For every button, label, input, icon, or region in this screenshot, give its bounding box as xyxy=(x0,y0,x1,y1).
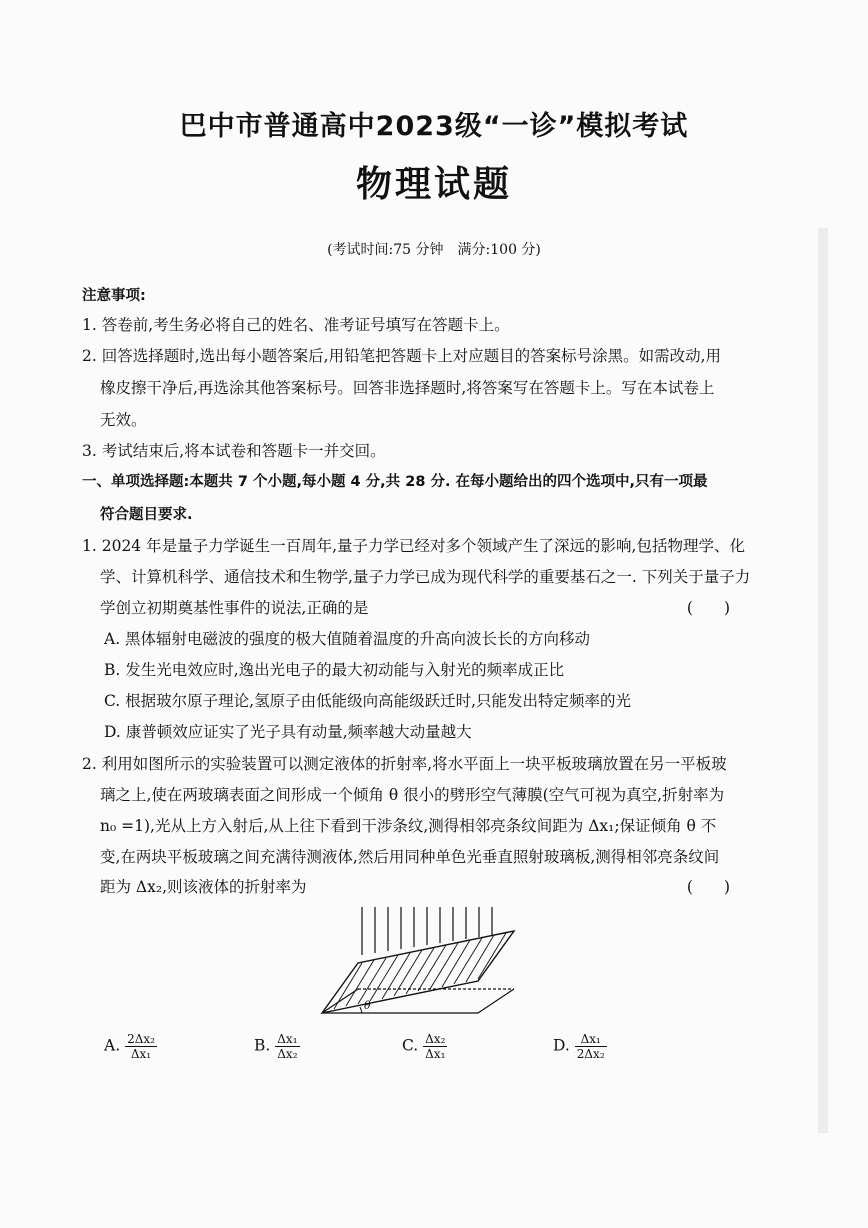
q2-option-d-label: D. xyxy=(553,1036,570,1055)
q2-stem-end: 距为 Δx₂,则该液体的折射率为 xyxy=(100,878,307,896)
q1-option-b: B. 发生光电效应时,逸出光电子的最大初动能与入射光的频率成正比 xyxy=(104,661,565,679)
angle-arc xyxy=(360,1007,362,1013)
q2-option-c-numerator: Δx₂ xyxy=(425,1032,446,1046)
exam-title: 巴中市普通高中2023级“一诊”模拟考试 xyxy=(179,111,689,142)
q2-option-d-numerator: Δx₁ xyxy=(575,1032,607,1047)
q2-option-b-fraction xyxy=(275,1032,299,1061)
q2-line-4: 变,在两块平板玻璃之间充满待测液体,然后用同种单色光垂直照射玻璃板,测得相邻亮条纹间 xyxy=(100,848,720,866)
q2-option-b-label: B. xyxy=(254,1036,271,1055)
q1-option-d: D. 康普顿效应证实了光子具有动量,频率越大动量越大 xyxy=(104,723,472,741)
note-1: 1. 答卷前,考生务必将自己的姓名、准考证号填写在答题卡上。 xyxy=(82,316,510,334)
note-2-line-2: 橡皮擦干净后,再选涂其他答案标号。回答非选择题时,将答案写在答题卡上。写在本试卷上 xyxy=(100,379,715,397)
q1-answer-paren: ( ) xyxy=(686,599,730,617)
hatching xyxy=(334,933,506,1009)
q2-option-d xyxy=(553,1032,607,1061)
theta-label: θ xyxy=(364,999,371,1012)
note-2-line-3: 无效。 xyxy=(100,411,147,429)
q2-line-1: 2. 利用如图所示的实验装置可以测定液体的折射率,将水平面上一块平板玻璃放置在另一平板玻 xyxy=(82,755,727,773)
q1-option-c: C. 根据玻尔原子理论,氢原子由低能级向高能级跃迁时,只能发出特定频率的光 xyxy=(104,692,632,710)
upper-tilted-glass-plate xyxy=(322,931,514,1013)
section-1-line-2: 符合题目要求. xyxy=(100,507,193,523)
q2-option-a-numerator: 2Δx₂ xyxy=(127,1032,155,1046)
q2-line-3: n₀ =1),光从上方入射后,从上往下看到干涉条纹,测得相邻亮条纹间距为 Δx₁;保证倾角 θ 不 xyxy=(100,817,717,835)
q2-option-c-label: C. xyxy=(402,1036,419,1055)
wedge-film-diagram xyxy=(318,905,528,1017)
exam-meta: (考试时间:75 分钟 满分:100 分) xyxy=(327,242,541,258)
q2-option-a-denominator: Δx₁ xyxy=(130,1047,152,1061)
q2-option-c-denominator: Δx₁ xyxy=(425,1047,446,1061)
q2-option-a xyxy=(104,1032,157,1061)
q2-option-b xyxy=(254,1032,300,1061)
q2-option-b-denominator: Δx₂ xyxy=(277,1047,298,1061)
subject-title: 物理试题 xyxy=(355,164,512,205)
q2-option-b-numerator: Δx₁ xyxy=(277,1032,298,1046)
q2-answer-paren: ( ) xyxy=(686,878,730,896)
note-2-line-1: 2. 回答选择题时,选出每小题答案后,用铅笔把答题卡上对应题目的答案标号涂黑。如需改动,用 xyxy=(82,347,721,365)
note-3: 3. 考试结束后,将本试卷和答题卡一并交回。 xyxy=(82,442,386,460)
q2-line-2: 璃之上,使在两玻璃表面之间形成一个倾角 θ 很小的劈形空气薄膜(空气可视为真空,折射率为 xyxy=(100,786,725,804)
q2-option-a-fraction xyxy=(125,1032,157,1061)
q1-line-1: 1. 2024 年是量子力学诞生一百周年,量子力学已经对多个领域产生了深远的影响,包括物理学、化 xyxy=(82,537,745,555)
scan-edge-strip xyxy=(818,228,828,1133)
q2-option-d-denominator: 2Δx₂ xyxy=(576,1047,605,1061)
section-1-line-1: 一、单项选择题:本题共 7 个小题,每小题 4 分,共 28 分. 在每小题给出的四个选项中,只有一项最 xyxy=(82,474,708,490)
q2-line-5 xyxy=(100,877,730,897)
q2-option-a-label: A. xyxy=(104,1036,121,1055)
q2-option-c xyxy=(402,1032,447,1061)
q1-line-3 xyxy=(100,598,730,618)
q1-stem-end: 学创立初期奠基性事件的说法,正确的是 xyxy=(100,599,369,617)
q2-option-c-fraction xyxy=(423,1032,447,1061)
q1-option-a: A. 黑体辐射电磁波的强度的极大值随着温度的升高向波长长的方向移动 xyxy=(104,630,591,648)
notes-heading: 注意事项: xyxy=(82,288,146,304)
incident-light-rays xyxy=(362,907,492,955)
q2-option-d-fraction xyxy=(575,1032,607,1061)
q1-line-2: 学、计算机科学、通信技术和生物学,量子力学已成为现代科学的重要基石之一. 下列关于量子力 xyxy=(100,568,751,586)
